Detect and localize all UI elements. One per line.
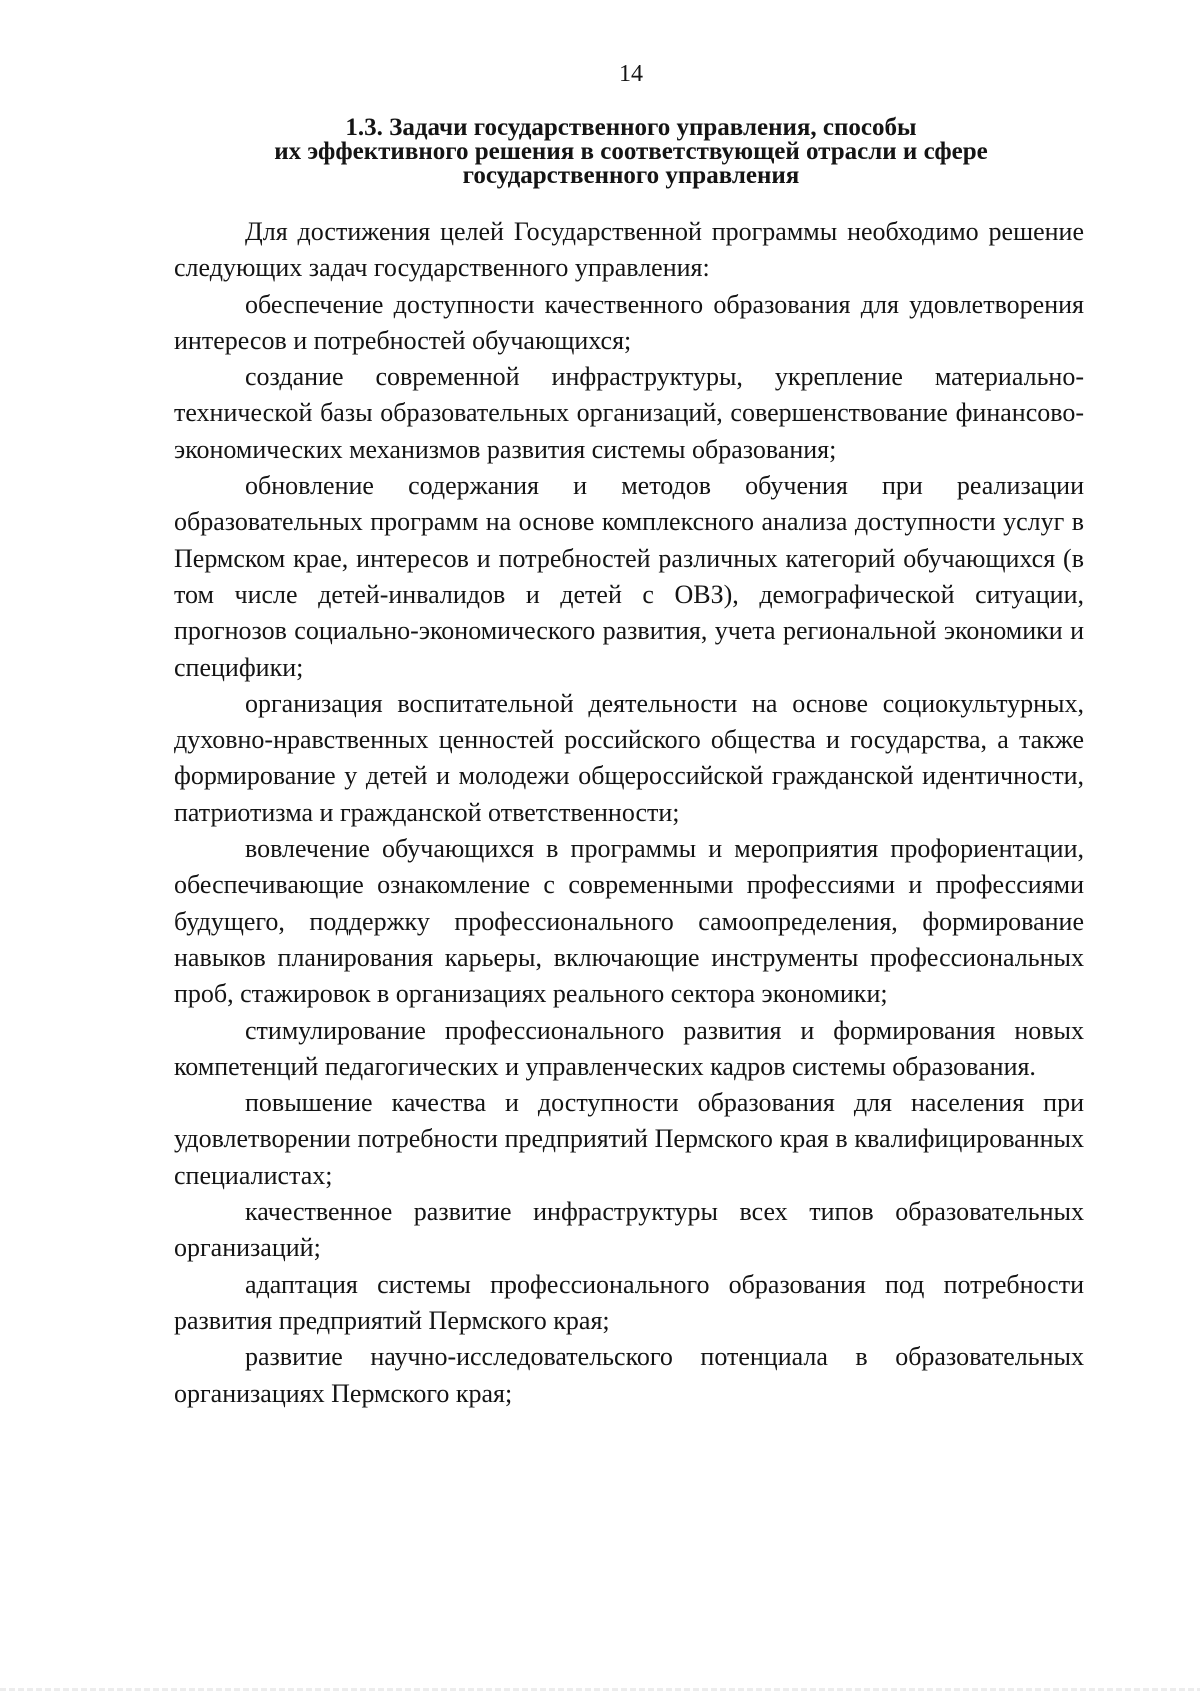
paragraph-task-6: стимулирование профессионального развития и формирования новых компетенций педагогических и управленческих кадров системы образования. [174, 1015, 1084, 1081]
paragraph-task-4: организация воспитательной деятельности на основе социокультурных, духовно-нравственных ценностей российского общества и государства, а также формирование у детей и молодежи общероссийской гражданской идентичности, патриотизма и гражданской ответственности; [174, 688, 1084, 827]
section-heading-line-1: 1.3. Задачи государственного управления, способы [345, 114, 917, 141]
paragraph-task-5: вовлечение обучающихся в программы и мероприятия профориентации, обеспечивающие ознакомление с современными профессиями и профессиями будущего, поддержку профессионального самоопределения, формирование навыков планирования карьеры, включающие инструменты профессиональных проб, стажировок в организациях реального сектора экономики; [174, 834, 1084, 1009]
paragraph-intro: Для достижения целей Государственной программы необходимо решение следующих задач государственного управления: [174, 217, 1084, 283]
section-heading [170, 116, 1092, 188]
section-heading-line-2: их эффективного решения в соответствующей отрасли и сфере [274, 138, 988, 165]
paragraph-task-2: создание современной инфраструктуры, укрепление материально-технической базы образовательных организаций, совершенствование финансово-экономических механизмов развития системы образования; [174, 362, 1084, 464]
section-heading-line-3: государственного управления [462, 162, 800, 189]
paragraph-task-3: обновление содержания и методов обучения при реализации образовательных программ на основе комплексного анализа доступности услуг в Пермском крае, интересов и потребностей различных категорий обучающихся (в том числе детей-инвалидов и детей с ОВЗ), демографической ситуации, прогнозов социально-экономического развития, учета региональной экономики и специфики; [174, 471, 1084, 682]
paragraph-task-1: обеспечение доступности качественного образования для удовлетворения интересов и потребностей обучающихся; [174, 289, 1084, 355]
body-text [174, 214, 1084, 1412]
scan-bottom-edge [0, 1688, 1200, 1691]
paragraph-task-8: качественное развитие инфраструктуры всех типов образовательных организаций; [174, 1197, 1084, 1263]
paragraph-task-7: повышение качества и доступности образования для населения при удовлетворении потребности предприятий Пермского края в квалифицированных специалистах; [174, 1088, 1084, 1190]
page-number: 14 [619, 61, 643, 87]
paragraph-task-9: адаптация системы профессионального образования под потребности развития предприятий Пермского края; [174, 1269, 1084, 1335]
paragraph-task-10: развитие научно-исследовательского потенциала в образовательных организациях Пермского края; [174, 1342, 1084, 1408]
